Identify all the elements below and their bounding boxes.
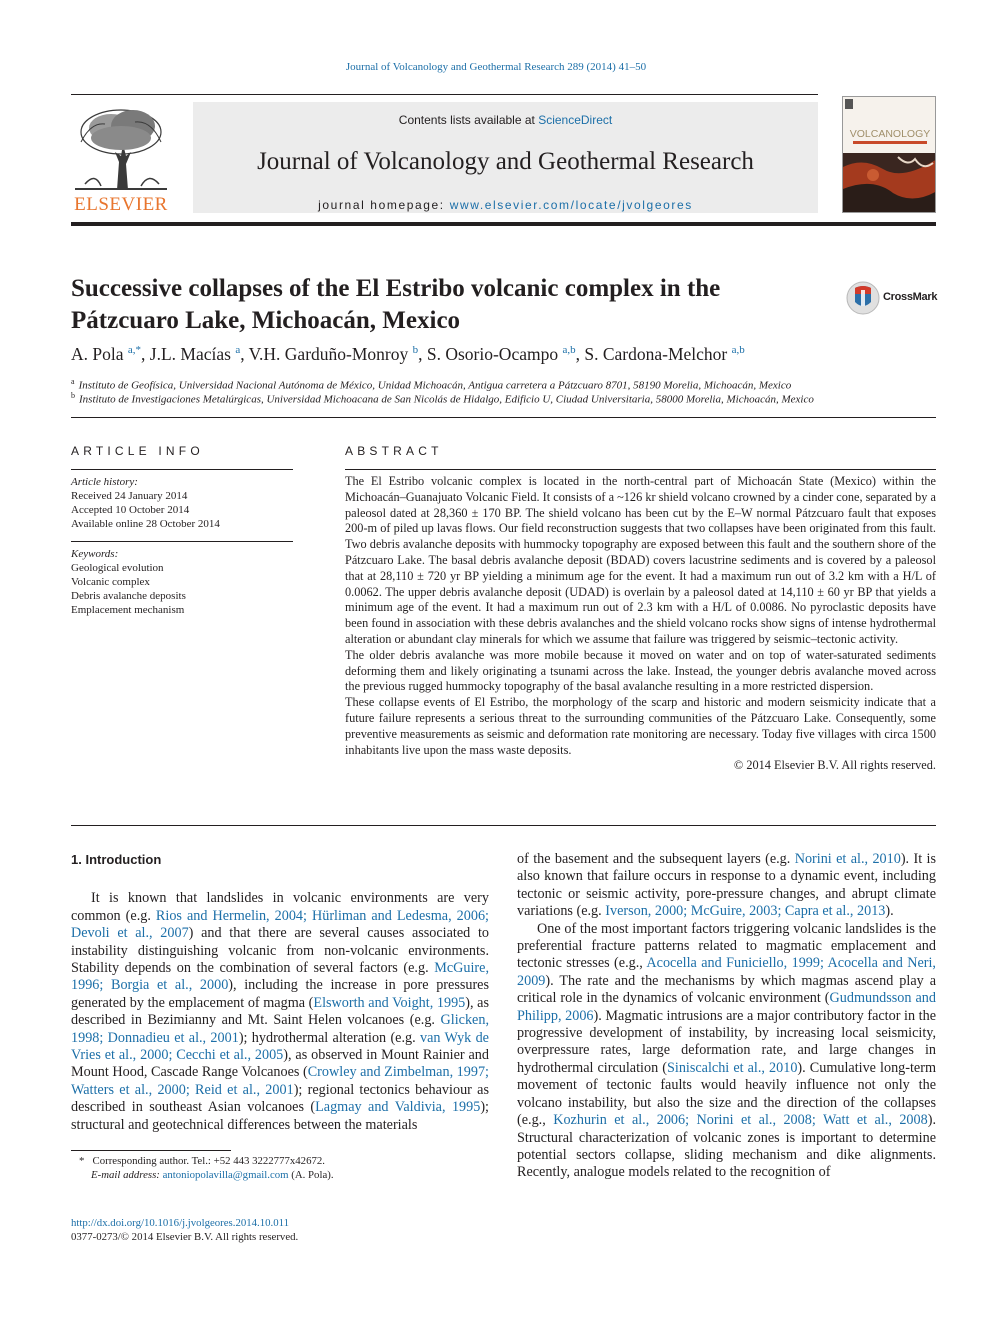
abstract-paragraph: The older debris avalanche was more mobile because it moved on water and on top of water-saturated sediments deforming them and likely originating a tsunami across the lake. Instead, the younger debris avalanche moved across the previous rugged hummocky topography of the basal avalanche resulting in a more restricted dispersion. <box>345 647 936 694</box>
body-paragraph <box>517 921 936 1182</box>
citation-link[interactable]: Elsworth and Voight, 1995 <box>313 994 466 1011</box>
homepage-line <box>193 198 818 212</box>
body-text: It is known that landslides in volcanic environments are very common (e.g. <box>71 890 489 924</box>
article-history <box>71 475 293 531</box>
keyword-item: Geological evolution <box>71 562 164 574</box>
citation-link[interactable]: van Wyk de Vries et al., 2000; Cecchi et al., 2005 <box>71 1029 489 1064</box>
body-text: ) and that there are several causes associated to instability distinguishing volcanic from non-volcanic environments. Stability depends on the combination of several factors (e.g. <box>71 925 489 977</box>
history-accepted: Accepted 10 October 2014 <box>71 504 190 516</box>
cover-art <box>843 97 936 213</box>
crossmark-label: CrossMark <box>883 291 938 303</box>
footnote-rule <box>71 1150 231 1151</box>
body-text: ). <box>885 903 894 920</box>
author-email-link[interactable]: antoniopolavilla@gmail.com <box>162 1169 289 1181</box>
affiliation-a <box>71 377 936 392</box>
contents-line <box>193 113 818 127</box>
body-paragraph <box>517 851 936 921</box>
author-name[interactable]: A. Pola <box>71 344 128 364</box>
body-text: ). It is also known that failure occurs in response to a dynamic event, including tectonic or seismic activity, pore-pressure changes, and abrupt climate variations (e.g. <box>517 851 936 920</box>
author-separator: , <box>141 344 150 364</box>
history-online: Available online 28 October 2014 <box>71 518 220 530</box>
abstract-heading: ABSTRACT <box>345 444 443 458</box>
body-right-column <box>517 851 936 1182</box>
homepage-link[interactable]: www.elsevier.com/locate/jvolgeores <box>449 198 693 212</box>
author-list <box>71 344 936 365</box>
author-affiliation-marker[interactable]: b <box>412 344 419 357</box>
crossmark-badge[interactable] <box>846 280 938 316</box>
masthead-bottom-rule <box>71 222 936 226</box>
citation-link[interactable]: Rios and Hermelin, 2004; Hürliman and Ledesma, 2006; Devoli et al., 2007 <box>71 907 489 942</box>
journal-title: Journal of Volcanology and Geothermal Research <box>257 148 754 175</box>
body-paragraph <box>71 890 489 1134</box>
author-separator: , <box>418 344 427 364</box>
author-separator: , <box>240 344 249 364</box>
body-text: ); hydrothermal alteration (e.g. <box>238 1029 420 1046</box>
history-received: Received 24 January 2014 <box>71 490 188 502</box>
body-text: ); structural and geotechnical differences between the materials <box>71 1099 489 1133</box>
body-text: One of the most important factors triggering volcanic landslides is the preferential fracture patterns related to magmatic emplacement and tectonic stresses (e.g., <box>517 920 936 972</box>
keywords-rule <box>71 541 293 542</box>
author-name[interactable]: J.L. Macías <box>149 344 236 364</box>
author-affiliation-marker[interactable]: a,b <box>731 344 745 357</box>
journal-citation[interactable]: Journal of Volcanology and Geothermal Research 289 (2014) 41–50 <box>345 61 647 73</box>
abstract-paragraph: These collapse events of El Estribo, the morphology of the scarp and historic and modern seismicity indicate that a future failure represents a serious threat to the surrounding communities of the Pátzcuaro Lake. Consequently, some preventive measurements as seismic and deformation rate monitoring are necessary. Today five villages with circa 1500 inhabitants live upon the mass waste deposits. <box>345 695 936 757</box>
elsevier-wordmark: ELSEVIER <box>74 194 168 215</box>
author-separator: , <box>575 344 585 364</box>
affiliation-text: Instituto de Geofísica, Universidad Nacional Autónoma de México, Unidad Michoacán, Antigua carretera a Pátzcuaro 8701, 58190 Morelia, Michoacán, Mexico <box>78 379 792 392</box>
body-left-column <box>71 851 489 1134</box>
crossmark-icon <box>846 280 880 316</box>
abstract-bottom-rule <box>71 825 936 826</box>
citation-link[interactable]: Kozhurin et al., 2006; Norini et al., 2008; Watt et al., 2008 <box>553 1112 928 1129</box>
body-text: ). Cumulative long-term movement of tectonic faults would heavily influence not only the volcano instability, but also the size and the direction of the collapses (e.g., <box>517 1059 936 1129</box>
citation-link[interactable]: Acocella and Funiciello, 1999; Acocella and Neri, 2009 <box>517 955 936 989</box>
keyword-item: Volcanic complex <box>71 576 150 588</box>
journal-masthead <box>71 94 936 226</box>
abstract-rule <box>345 469 936 470</box>
body-text: ). The rate and the mechanisms by which magmas ascend play a critical role in the dynamics of volcanic environment ( <box>517 972 936 1007</box>
citation-link[interactable]: Siniscalchi et al., 2010 <box>666 1059 798 1076</box>
article-info-rule <box>71 469 293 470</box>
citation-link[interactable]: McGuire, 1996; Borgia et al., 2000 <box>71 960 489 994</box>
body-text: ). Magmatic intrusions are a major contributory factor in the progressive development of instability, by increasing local seismicity, overpressure rates, large deformation rate, and large changes in hydrothermal circulation ( <box>517 1007 937 1076</box>
doi-block <box>71 1216 298 1244</box>
keyword-item: Emplacement mechanism <box>71 604 185 616</box>
section-heading: 1. Introduction <box>71 852 162 867</box>
affiliation-text: Instituto de Investigaciones Metalúrgicas, Universidad Michoacana de San Nicolás de Hidalgo, Edificio U, Ciudad Universitaria, 58000 Morelia, Michoacán, Mexico <box>79 393 814 406</box>
journal-cover-thumbnail[interactable] <box>842 96 936 213</box>
corresponding-author-text: Corresponding author. Tel.: +52 443 3222777x42672. <box>92 1155 325 1167</box>
copyright-notice: © 2014 Elsevier B.V. All rights reserved. <box>733 758 936 773</box>
header-divider <box>71 417 936 418</box>
corresponding-author-footnote <box>71 1154 491 1182</box>
author-name[interactable]: V.H. Garduño-Monroy <box>248 344 413 364</box>
body-text: ). Structural characterization of volcanic zones is important to determine potential sectors collapse, sliding mechanism and dike alignments. Recently, analogue models related to the recognition of <box>517 1112 936 1181</box>
body-text: ); regional tectonics behaviour as described in southeast Asian volcanoes ( <box>71 1081 489 1116</box>
citation-link[interactable]: Iverson, 2000; McGuire, 2003; Capra et al., 2013 <box>605 903 886 920</box>
article-history-heading: Article history: <box>71 476 138 488</box>
abstract-body <box>345 474 936 774</box>
cover-title: VOLCANOLOGY <box>849 128 931 140</box>
keywords-block <box>71 547 293 617</box>
citation-link[interactable]: Gudmundsson and Philipp, 2006 <box>517 990 936 1024</box>
body-text: ), including the increase in pore pressures generated by the emplacement of magma ( <box>71 977 489 1011</box>
citation-link[interactable]: Norini et al., 2010 <box>794 851 901 867</box>
affiliation-b <box>71 391 936 406</box>
article-info-heading: ARTICLE INFO <box>71 444 204 458</box>
issn-line: 0377-0273/© 2014 Elsevier B.V. All rights reserved. <box>71 1231 299 1243</box>
author-affiliation-marker[interactable]: a,b <box>562 344 576 357</box>
sciencedirect-link[interactable]: ScienceDirect <box>538 113 613 127</box>
email-label: E-mail address: <box>91 1169 163 1181</box>
affiliation-marker: a <box>71 377 75 386</box>
body-text: ), as described in Bezimianny and Mt. Saint Helen volcanoes (e.g. <box>71 994 490 1029</box>
body-text: of the basement and the subsequent layers (e.g. <box>517 851 795 867</box>
body-text: ), as observed in Mount Rainier and Mount Hood, Cascade Range Volcanoes ( <box>71 1047 489 1081</box>
footnote-star: * <box>79 1155 85 1167</box>
doi-link[interactable]: http://dx.doi.org/10.1016/j.jvolgeores.2014.10.011 <box>71 1217 290 1229</box>
citation-link[interactable]: Crowley and Zimbelman, 1997; Watters et al., 2000; Reid et al., 2001 <box>71 1064 489 1098</box>
author-name[interactable]: S. Cardona-Melchor <box>584 344 732 364</box>
article-title: Successive collapses of the El Estribo volcanic complex in the Pátzcuaro Lake, Michoacán, Mexico <box>71 275 721 334</box>
contents-prefix: Contents lists available at <box>398 113 539 127</box>
keywords-heading: Keywords: <box>71 548 119 560</box>
masthead-top-rule <box>71 94 818 95</box>
affiliation-marker: b <box>71 391 75 400</box>
keyword-item: Debris avalanche deposits <box>71 590 186 602</box>
citation-link[interactable]: Glicken, 1998; Donnadieu et al., 2001 <box>71 1012 489 1046</box>
author-affiliation-marker[interactable]: a <box>235 344 241 357</box>
homepage-prefix: journal homepage: <box>318 198 450 212</box>
citation-link[interactable]: Lagmay and Valdivia, 1995 <box>315 1099 481 1116</box>
journal-header-box <box>193 102 818 213</box>
abstract-paragraph: The El Estribo volcanic complex is located in the north-central part of Michoacán State (Mexico) within the Michoacán–Guanajuato Volcanic Field. It consists of a ~126 kr shield volcano crowned by a cinder cone, separated by a paleosol dated at 28,360 ± 170 BP. The shield volcano has been cut by the E–W normal Pátzcuaro fault that exposes 200-m of piled up lavas flows. Our field reconstruction suggests that two collapses have been originated from this fault. Two debris avalanche deposits with hummocky topography are exposed between this fault and the southern shore of the Pátzcuaro Lake. The basal debris avalanche deposit (BDAD) covers lacustrine sediments and is covered by a paleosol that at 28,110 ± 720 yr BP yielding a minimum age for the event. It had a maximum run out of 3.2 km with a H/L of 0.0062. The upper debris avalanche deposit (UDAD) is overlain by a paleosol dated at 14,110 ± 60 yr BP that yields a minimum age of the event. It had a maximum run out of 2.3 km with a H/L of 0.0086. No pyroclastic deposits have been found in association with these debris avalanches and the shield volcano rocks show signs of intense hydrothermal alteration or abundant clay minerals for which we assume that failure was triggered by seismic–tectonic activity. <box>345 474 936 646</box>
email-suffix: (A. Pola). <box>288 1169 334 1181</box>
author-affiliation-marker[interactable]: a,* <box>127 344 142 357</box>
author-name[interactable]: S. Osorio-Ocampo <box>426 344 563 364</box>
